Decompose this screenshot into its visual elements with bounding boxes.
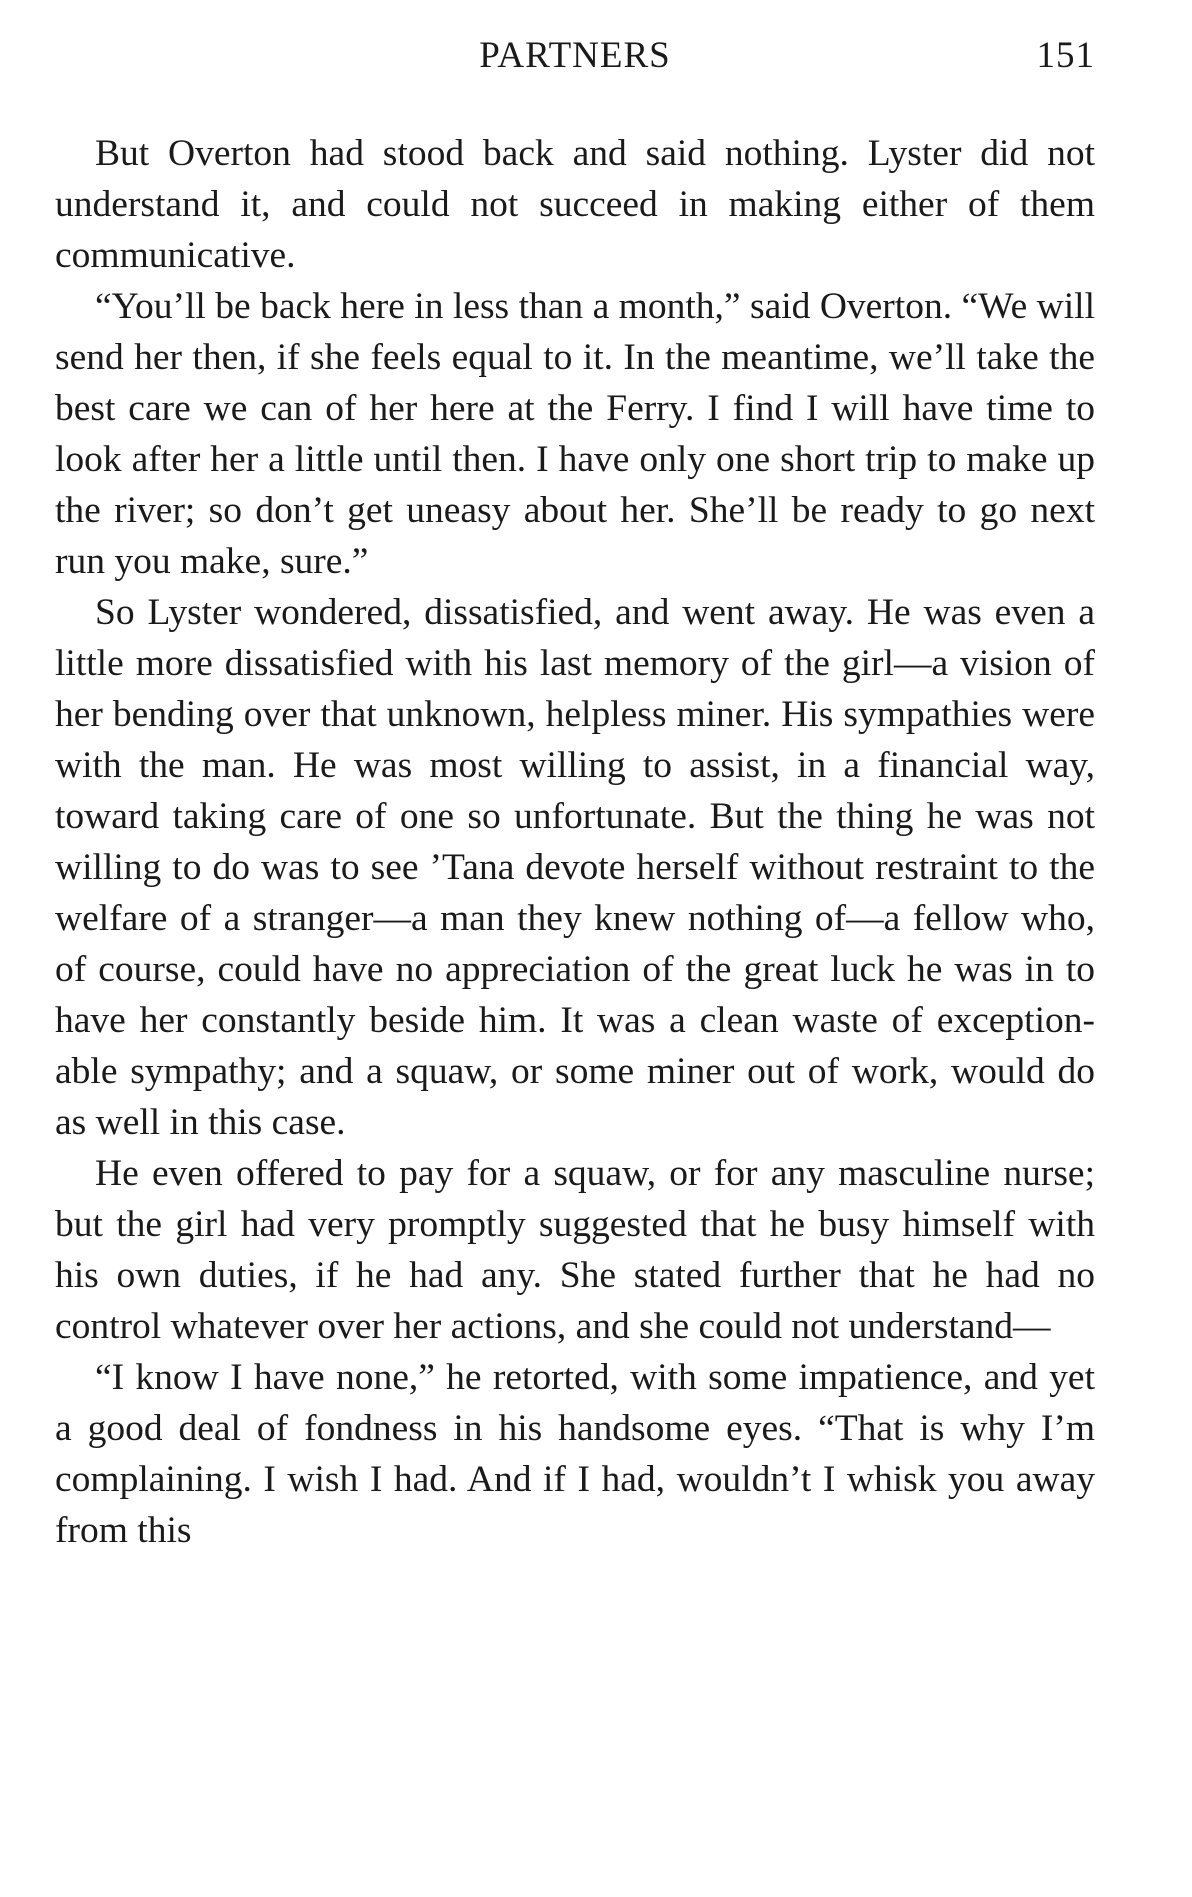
page-header xyxy=(55,28,1095,84)
book-page xyxy=(55,28,1095,1556)
body-text xyxy=(55,128,1095,1556)
paragraph: But Overton had stood back and said nothing. Lyster did not understand it, and could not succeed in making either of them communicative. xyxy=(55,133,1095,276)
paragraph: He even offered to pay for a squaw, or for any masculine nurse; but the girl had very promptly suggested that he busy himself with his own duties, if he had any. She stated further that he had no control whatever over her actions, and she could not understand— xyxy=(55,1153,1095,1347)
paragraph: “You’ll be back here in less than a month,” said Overton. “We will send her then, if she feels equal to it. In the meantime, we’ll take the best care we can of her here at the Ferry. I find I will have time to look after her a little until then. I have only one short trip to make up the river; so don’t get uneasy about her. She’ll be ready to go next run you make, sure.” xyxy=(55,286,1095,582)
running-head: PARTNERS xyxy=(479,35,671,76)
paragraph: So Lyster wondered, dissatisfied, and went away. He was even a little more dissatisfied with his last memory of the girl—a vision of her bending over that unknown, helpless miner. His sympathies were with the man. He was most willing to assist, in a financial way, toward taking care of one so unfortunate. But the thing he was not willing to do was to see ’Tana devote herself without restraint to the welfare of a stranger—a man they knew nothing of—a fellow who, of course, could have no appreciation of the great luck he was in to have her constantly beside him. It was a clean waste of exceptionable sympathy; and a squaw, or some miner out of work, would do as well in this case. xyxy=(55,592,1095,1143)
page-number: 151 xyxy=(1036,35,1095,76)
paragraph: “I know I have none,” he retorted, with some impatience, and yet a good deal of fondness in his handsome eyes. “That is why I’m complaining. I wish I had. And if I had, wouldn’t I whisk you away from this xyxy=(55,1357,1095,1551)
